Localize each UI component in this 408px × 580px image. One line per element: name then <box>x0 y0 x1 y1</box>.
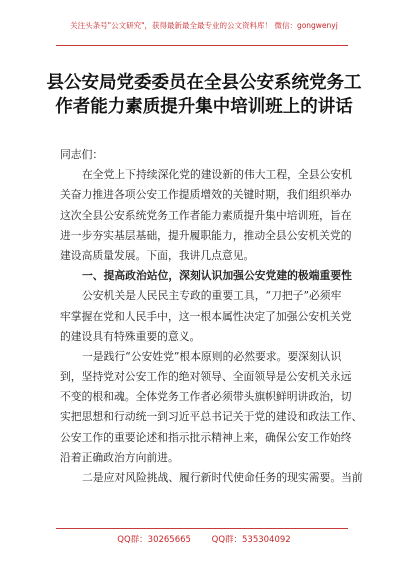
body-line: 在全党上下持续深化党的建设新的伟大工程，全县公安机 <box>82 168 352 182</box>
footer-divider <box>56 528 348 529</box>
footer-contacts <box>0 533 408 545</box>
body-line: 的建设具有特殊重要的意义。 <box>60 329 201 343</box>
footer-qq-group-1: QQ群：30265665 <box>117 535 191 545</box>
title-line: 县公安局党委委员在全县公安系统党务工 <box>46 73 362 93</box>
body-line: 建设高质量发展。下面，我讲几点意见。 <box>60 248 255 262</box>
title-line: 作者能力素质提升集中培训班上的讲话 <box>55 97 353 117</box>
body-line: 公安机关是人民民主专政的重要工具，“刀把子”必须牢 <box>82 289 342 303</box>
body-line: 进一步夯实基层基础，提升履职能力，推动全县公安机关党的 <box>60 228 352 242</box>
body-line: 牢掌握在党和人民手中，这一根本属性决定了加强公安机关党 <box>60 309 352 323</box>
header-divider <box>56 45 348 46</box>
body-line: 二是应对风险挑战、履行新时代使命任务的现实需要。当前 <box>82 471 363 484</box>
body-line: 一是践行“公安姓党”根本原则的必然要求。要深刻认识 <box>82 349 342 363</box>
salutation: 同志们： <box>60 148 104 161</box>
body-line: 关奋力推进各项公安工作提质增效的关键时期，我们组织举办 <box>60 188 352 202</box>
body-line: 实把思想和行动统一到习近平总书记关于党的建设和政法工作、 <box>60 410 363 424</box>
body-line: 这次全县公安系统党务工作者能力素质提升集中培训班，旨在 <box>60 208 352 222</box>
header-promo-note: 关注头条号"公文研究"，获得最新最全最专业的公文资料库！ 微信：gongwenyj <box>70 21 338 30</box>
footer-qq-group-2: QQ群：535304092 <box>211 535 291 545</box>
section-heading: 一、提高政治站位，深刻认识加强公安党建的极端重要性 <box>82 269 352 283</box>
body-line: 不变的根和魂。全体党务工作者必须带头旗帜鲜明讲政治，切 <box>60 390 352 404</box>
body-line: 沿着正确政治方向前进。 <box>60 450 179 464</box>
body-line: 到，坚持党对公安工作的绝对领导、全面领导是公安机关永远 <box>60 370 352 384</box>
document-body <box>60 145 363 488</box>
document-title <box>40 71 368 119</box>
body-line: 公安工作的重要论述和指示批示精神上来，确保公安工作始终 <box>60 430 352 444</box>
